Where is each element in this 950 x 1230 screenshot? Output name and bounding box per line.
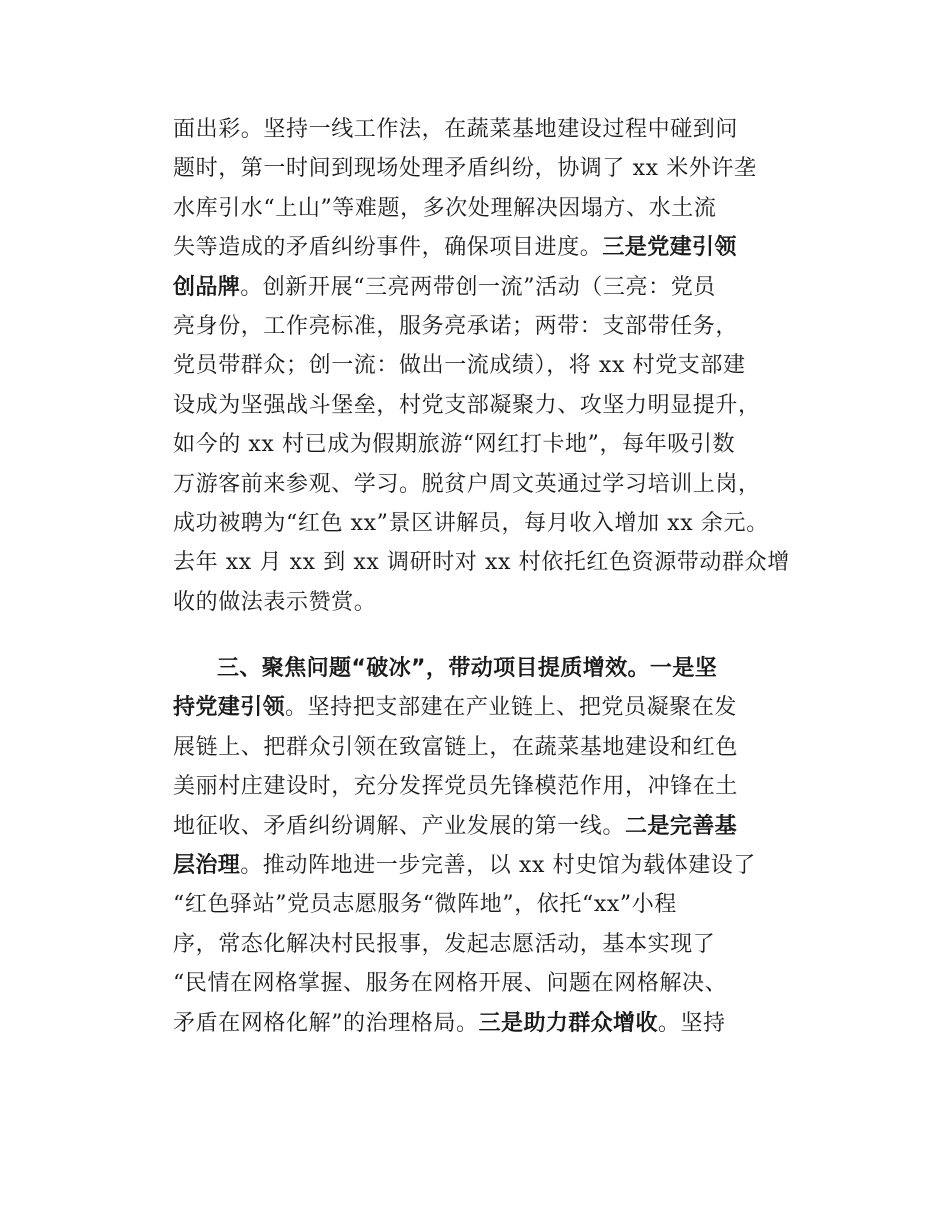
text-line [173,846,813,885]
text-line: 美丽村庄建设时，充分发挥党员先锋模范作用，冲锋在土 [173,774,739,800]
text-line: “民情在网格掌握、服务在网格开展、问题在网格解决、 [173,971,728,997]
text-line: 亮身份，工作亮标准，服务亮承诺；两带：支部带任务， [173,313,739,339]
text-line: 展链上、把群众引领在致富链上，在蔬菜基地建设和红色 [173,734,739,760]
bold-heading-run: 层治理 [173,853,241,879]
section-heading-line: 三、聚焦问题“破冰”，带动项目提质增效。一是坚 [217,656,718,682]
text-run: 地征收、矛盾纠纷调解、产业发展的第一线。 [173,813,626,839]
text-run: 失等造成的矛盾纠纷事件，确保项目进度。 [173,235,603,261]
text-line: 如今的 xx 村已成为假期旅游“网红打卡地”，每年吸引数 [173,432,736,458]
text-line: 成功被聘为“红色 xx”景区讲解员，每月收入增加 xx 余元。 [173,510,769,536]
paragraph-gap [173,622,813,649]
text-line [173,807,813,846]
bold-heading-run: 三是党建引领 [602,235,737,261]
text-line [173,688,813,727]
text-line: 序，常态化解决村民报事，发起志愿活动，基本实现了 [173,931,716,957]
text-run: 。推动阵地进一步完善，以 xx 村史馆为载体建设了 [240,853,757,879]
document-body [173,110,813,1043]
text-line [173,1004,813,1043]
text-line: 水库引水“上山”等难题，多次处理解决因塌方、水土流 [173,195,717,221]
bold-heading-run: 持党建引领 [173,695,286,721]
text-line: 万游客前来参观、学习。脱贫户周文英通过学习培训上岗， [173,471,761,497]
bold-heading-run: 二是完善基 [625,813,738,839]
text-run: 。坚持把支部建在产业链上、把党员凝聚在发 [285,695,738,721]
bold-heading-run: 三是助力群众增收 [478,1010,658,1036]
text-run: 。坚持 [657,1010,726,1036]
text-line: 去年 xx 月 xx 到 xx 调研时对 xx 村依托红色资源带动群众增 [173,550,790,576]
text-run: 矛盾在网格化解”的治理格局。 [173,1010,479,1036]
text-line [173,268,813,307]
text-line: 设成为坚强战斗堡垒，村党支部凝聚力、攻坚力明显提升， [173,392,761,418]
text-run: 。创新开展“三亮两带创一流”活动（三亮：党员 [240,274,716,300]
text-line [173,228,813,267]
text-line: 党员带群众；创一流：做出一流成绩），将 xx 村党支部建 [173,353,746,379]
paragraph-2 [173,649,813,1043]
text-line: “红色驿站”党员志愿服务“微阵地”，依托“xx”小程 [173,892,677,918]
text-line: 题时，第一时间到现场处理矛盾纠纷，协调了 xx 米外许垄 [173,156,757,182]
text-line: 收的做法表示赞赏。 [173,589,377,615]
paragraph-1 [173,110,813,622]
bold-heading-run: 创品牌 [173,274,241,300]
text-line: 面出彩。坚持一线工作法，在蔬菜基地建设过程中碰到问 [173,117,739,142]
